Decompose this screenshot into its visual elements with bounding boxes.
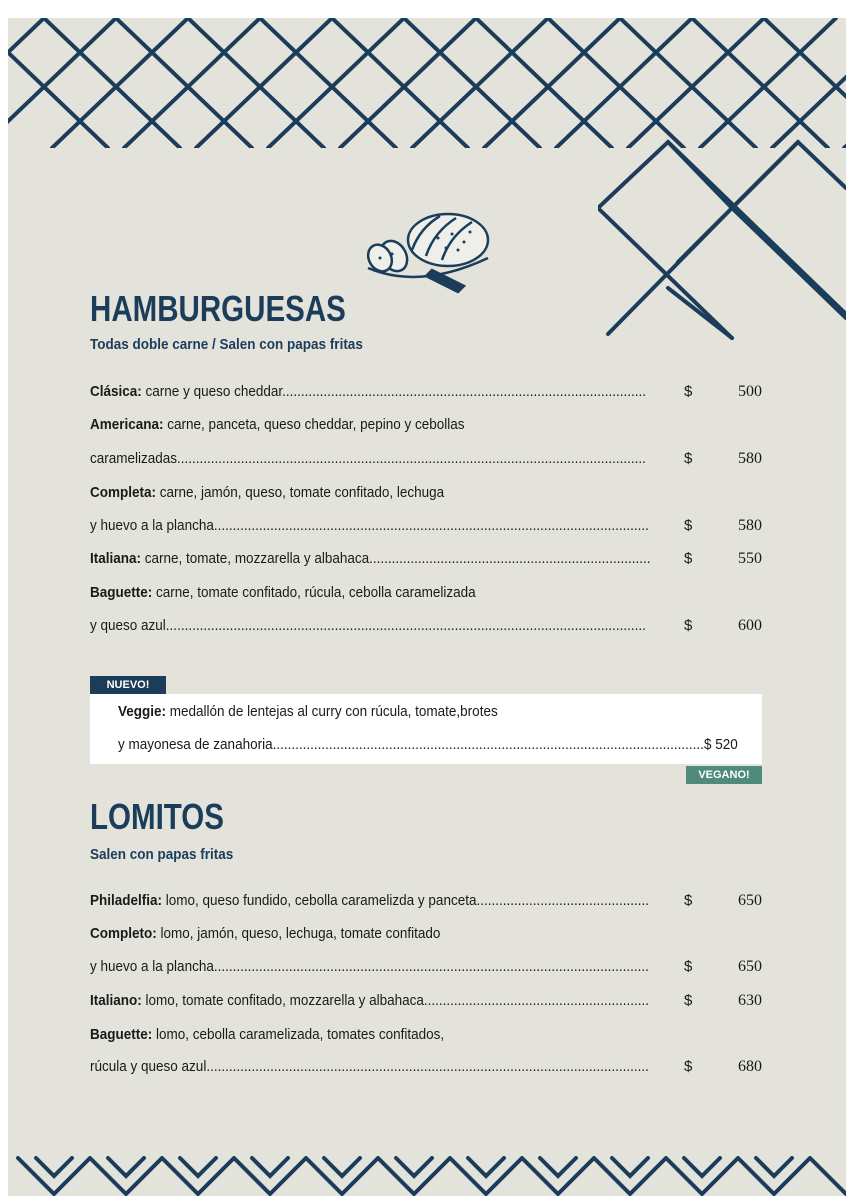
menu-item-completo-line2 (90, 958, 770, 982)
item-price: 500 (738, 383, 762, 400)
item-description: carne, panceta, queso cheddar, pepino y cebollas (163, 416, 465, 433)
currency-symbol: $ (684, 383, 693, 400)
item-description: carne, jamón, queso, tomate confitado, lechuga (156, 484, 445, 501)
menu-item-philadelfia (90, 892, 770, 916)
top-lattice-pattern (8, 18, 846, 148)
item-description: caramelizadas (90, 450, 178, 467)
currency-symbol: $ (684, 992, 693, 1009)
menu-page (8, 18, 846, 1196)
item-description: lomo, cebolla caramelizada, tomates confitados, (152, 1026, 445, 1043)
item-description: y queso azul (90, 617, 166, 634)
menu-item-italiano (90, 992, 770, 1016)
veggie-highlight-box (90, 694, 762, 764)
currency-symbol: $ (684, 617, 693, 634)
menu-item-americana-line2 (90, 450, 770, 474)
item-name: Americana: (90, 416, 164, 433)
vegan-badge: VEGANO! (686, 766, 762, 784)
item-price: 580 (738, 450, 762, 467)
menu-item-completa-line2 (90, 517, 770, 541)
dot-leader: .............................................. (476, 892, 650, 909)
currency-symbol: $ (684, 517, 693, 534)
bread-loaf-with-knife-icon (360, 198, 500, 298)
item-description: rúcula y queso azul (90, 1058, 207, 1075)
item-description: y mayonesa de zanahoria (118, 736, 273, 753)
veggie-line2 (118, 736, 738, 753)
item-price: $ 520 (703, 736, 738, 753)
hamburguesas-subtitle: Todas doble carne / Salen con papas fritas (90, 336, 363, 353)
menu-item-completa-line1 (90, 484, 770, 508)
currency-symbol: $ (684, 958, 693, 975)
lomitos-title: LOMITOS (90, 796, 224, 837)
menu-item-italiana (90, 550, 770, 574)
item-price: 680 (738, 1058, 762, 1075)
dot-leader: ...................................................................................................................... (206, 1058, 649, 1075)
item-name: Completo: (90, 925, 157, 942)
currency-symbol: $ (684, 892, 693, 909)
item-description: carne, tomate, mozzarella y albahaca (141, 550, 370, 567)
dot-leader: ................................................................................................................................ (165, 617, 646, 634)
menu-item-clasica (90, 383, 770, 407)
item-name: Italiana: (90, 550, 142, 567)
menu-item-baguette-line1 (90, 584, 770, 608)
dot-leader: .................................................................................................................... (213, 517, 649, 534)
hamburguesas-title: HAMBURGUESAS (90, 288, 346, 329)
item-description: y huevo a la plancha (90, 517, 214, 534)
menu-item-baguette-lomo-line2 (90, 1058, 770, 1082)
dot-leader: ............................................................................................................................. (177, 450, 646, 467)
currency-symbol: $ (684, 1058, 693, 1075)
item-description: lomo, jamón, queso, lechuga, tomate confitado (156, 925, 441, 942)
new-badge: NUEVO! (90, 676, 166, 694)
menu-item-americana-line1 (90, 416, 770, 440)
item-name: Baguette: (90, 1026, 153, 1043)
currency-symbol: $ (684, 450, 693, 467)
item-price: 550 (738, 550, 762, 567)
item-name: Philadelfia: (90, 892, 163, 909)
item-name: Completa: (90, 484, 157, 501)
right-diamond-pattern (598, 138, 846, 354)
item-description: carne y queso cheddar (141, 383, 283, 400)
item-name: Veggie: (118, 703, 167, 720)
item-name: Italiano: (90, 992, 142, 1009)
item-price: 600 (738, 617, 762, 634)
dot-leader: ................................................................................................................... (272, 736, 704, 753)
veggie-line1 (118, 703, 498, 720)
dot-leader: ............................................................ (423, 992, 649, 1009)
dot-leader: ........................................................................... (369, 550, 651, 567)
item-price: 650 (738, 892, 762, 909)
item-description: medallón de lentejas al curry con rúcula, tomate,brotes (166, 703, 498, 720)
menu-item-completo-line1 (90, 925, 770, 949)
item-name: Clásica: (90, 383, 142, 400)
item-description: lomo, queso fundido, cebolla caramelizda y panceta (162, 892, 477, 909)
lomitos-subtitle: Salen con papas fritas (90, 846, 234, 863)
item-description: lomo, tomate confitado, mozzarella y albahaca (141, 992, 424, 1009)
menu-item-baguette-lomo-line1 (90, 1026, 770, 1050)
item-description: y huevo a la plancha (90, 958, 214, 975)
item-price: 650 (738, 958, 762, 975)
menu-item-baguette-line2 (90, 617, 770, 641)
item-description: carne, tomate confitado, rúcula, cebolla caramelizada (152, 584, 476, 601)
item-name: Baguette: (90, 584, 153, 601)
bottom-zigzag-pattern (8, 1156, 846, 1196)
item-price: 630 (738, 992, 762, 1009)
dot-leader: .................................................................................................................... (213, 958, 649, 975)
dot-leader: ................................................................................................. (282, 383, 646, 400)
currency-symbol: $ (684, 550, 693, 567)
item-price: 580 (738, 517, 762, 534)
